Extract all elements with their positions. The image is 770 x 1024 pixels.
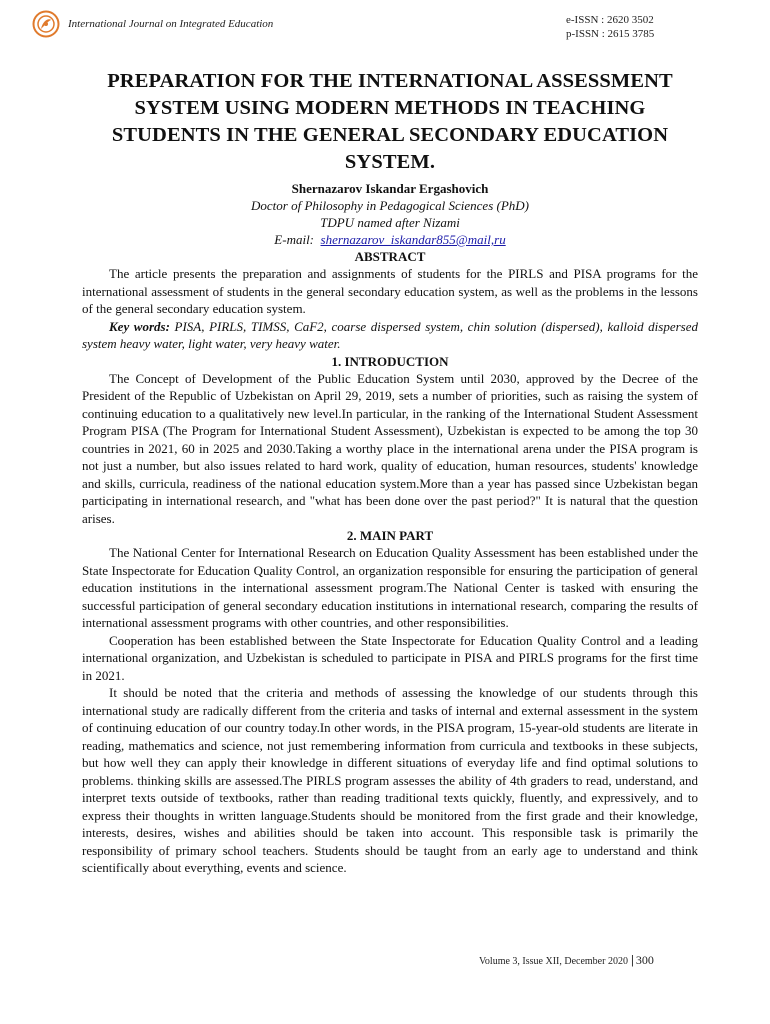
main-paragraph-2: Cooperation has been established between the State Inspectorate for Education Quality Control and a leading international organization, and Uzbekistan is scheduled to participate in PISA and PIRLS programs for the first time in 2021. [82, 632, 698, 683]
author-email [82, 231, 698, 248]
main-part-heading: 2. MAIN PART [346, 528, 434, 543]
p-issn: p-ISSN : 2615 3785 [566, 28, 655, 40]
abstract-text: The article presents the preparation and assignments of students for the PIRLS and PISA programs for the international assessment of students in the general secondary education system, as well as the problems in the lessons of the general secondary education system. [82, 266, 698, 316]
keywords [82, 318, 698, 353]
article-body [82, 68, 698, 877]
page-number: 300 [635, 953, 654, 967]
journal-name: International Journal on Integrated Education [68, 18, 274, 30]
issn-block [566, 13, 654, 41]
email-label: E-mail: [274, 232, 315, 247]
e-issn: e-ISSN : 2620 3502 [566, 14, 654, 26]
journal-logo-icon [32, 10, 60, 38]
author-name: Shernazarov Iskandar Ergashovich [291, 181, 489, 196]
page-header [32, 8, 732, 48]
article-title: PREPARATION FOR THE INTERNATIONAL ASSESSMENT SYSTEM USING MODERN METHODS IN TEACHING STUDENTS IN THE GENERAL SECONDARY EDUCATION SYSTEM. [107, 70, 673, 173]
page-footer [479, 952, 654, 968]
keywords-text: PISA, PIRLS, TIMSS, CaF2, coarse dispersed system, chin solution (dispersed), kalloid dispersed system heavy water, light water, very heavy water. [82, 318, 698, 351]
author-degree: Doctor of Philosophy in Pedagogical Sciences (PhD) [251, 198, 529, 213]
abstract-heading: ABSTRACT [354, 249, 426, 264]
author-affiliation: TDPU named after Nizami [320, 215, 460, 230]
introduction-heading: 1. INTRODUCTION [331, 353, 449, 369]
keywords-label: Key words: [109, 318, 170, 334]
email-link[interactable]: shernazarov_iskandar855@mail,ru [320, 232, 506, 247]
footer-separator: | [630, 952, 634, 967]
main-paragraph-3: It should be noted that the criteria and methods of assessing the knowledge of our students through this international study are radically different from the criteria and tasks of internal and external assessment in the system of continuing education of our country today.In other words, in the PISA program, 15-year-old students are literate in reading, mathematics and science, not just remembering information from curricula and textbooks in these subjects, but how well they can apply their knowledge in different situations of everyday life and find optimal solutions to problems. thinking skills are assessed.The PIRLS program assesses the ability of 4th graders to read, understand, and interpret texts outside of textbooks, rather than reading traditional texts quickly, fluently, and expressively, and to express their thoughts in written language.Students should be monitored from the first grade and their knowledge, interests, desires, wishes and abilities should be taken into account. This responsible task is primarily the responsibility of primary school teachers. Students should be taught from an early age to understand and think scientifically about everything, events and science. [82, 685, 698, 875]
volume-info: Volume 3, Issue XII, December 2020 [479, 956, 628, 967]
introduction-paragraph: The Concept of Development of the Public Education System until 2030, approved by the Decree of the President of the Republic of Uzbekistan on April 29, 2019, sets a number of priorities, such as raising the system of continuing education to a qualitatively new level.In particular, in the ranking of the International Student Assessment Program PISA (The Program for International Student Assessment), Uzbekistan is expected to be among the top 30 countries in 2021, 60 in 2025 and 2030.Taking a worthy place in the international arena under the PISA program is not just a number, but also issues related to hard work, quality of education, human resources, students' knowledge and skills, curricula, readiness of the national education system.More than a year has passed since Uzbekistan began participating in international research, and "what has been done over the past period?" It is natural that the question arises. [82, 370, 698, 526]
main-paragraph-1: The National Center for International Research on Education Quality Assessment has been established under the State Inspectorate for Education Quality Control, an organization responsible for ensuring the participation of general education institutions in the international assessment program.The National Center is tasked with ensuring the successful participation of general secondary education institutions in international research, comparing the results of international assessment programs with other countries, and other responsibilities. [82, 545, 698, 630]
